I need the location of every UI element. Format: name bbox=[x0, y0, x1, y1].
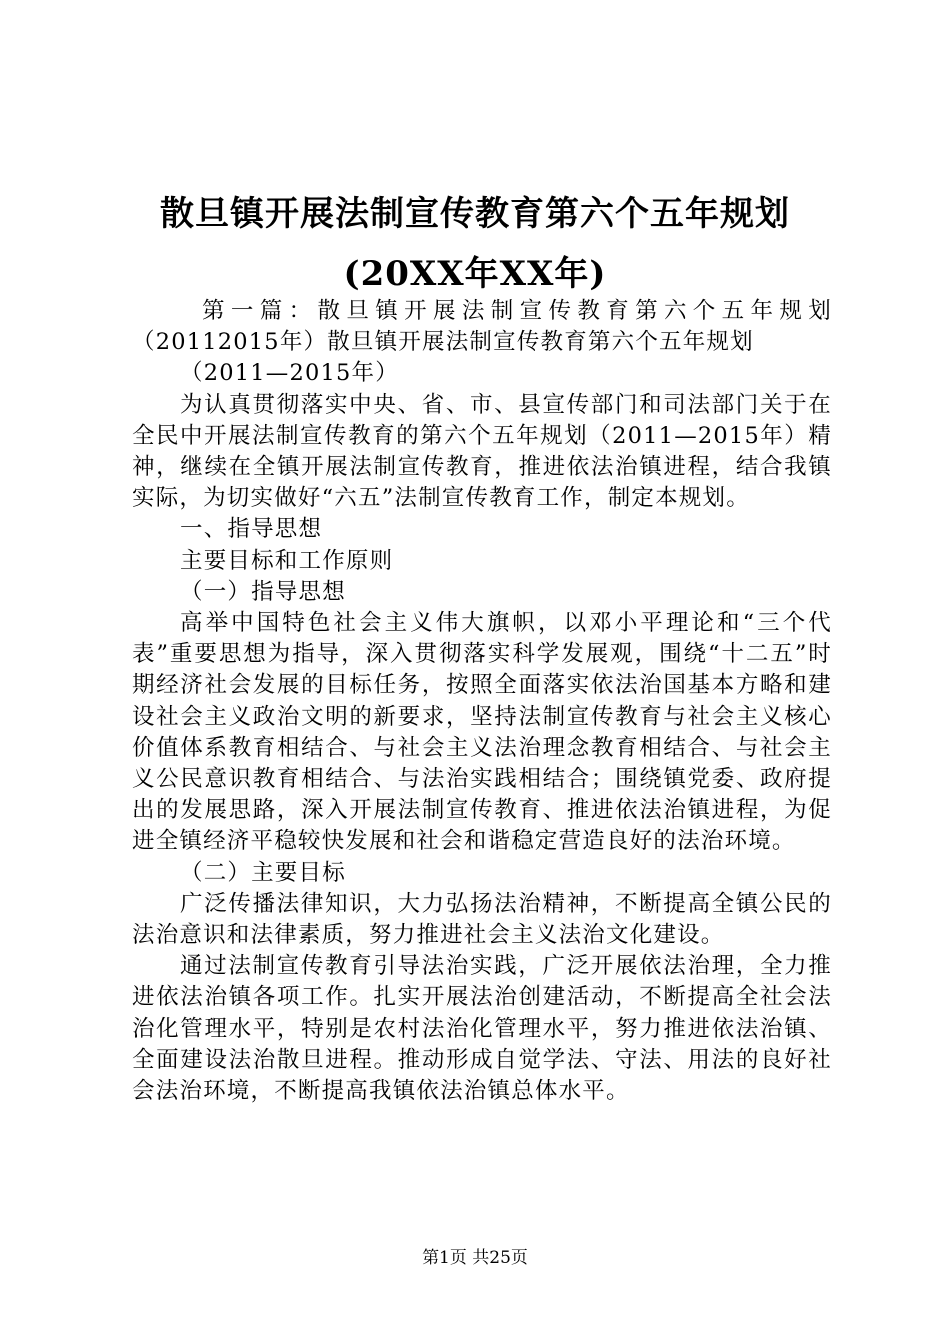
page-footer: 第1页 共25页 bbox=[422, 1248, 528, 1268]
paragraph-guiding-ideology: 高举中国特色社会主义伟大旗帜，以邓小平理论和“三个代表”重要思想为指导，深入贯彻落实科学发展观，围绕“十二五”时期经济社会发展的目标任务，按照全面落实依法治国基本方略和建设社会主义政治文明的新要求，坚持法制宣传教育与社会主义核心价值体系教育相结合、与社会主义法治理念教育相结合、与社会主义公民意识教育相结合、与法治实践相结合；围绕镇党委、政府提出的发展思路，深入开展法制宣传教育、推进依法治镇进程，为促进全镇经济平稳较快发展和社会和谐稳定营造良好的法治环境。 bbox=[132, 610, 832, 855]
subsection-heading-1: （一）指导思想 bbox=[180, 578, 346, 605]
paragraph-period: （2011—2015年） bbox=[180, 360, 399, 387]
document-subtitle: (20XX年XX年) bbox=[343, 254, 607, 294]
subsection-heading-2: （二）主要目标 bbox=[180, 859, 346, 886]
document-body bbox=[132, 296, 832, 1107]
document-title: 散旦镇开展法制宣传教育第六个五年规划 bbox=[160, 194, 790, 234]
section-heading-goals-principles: 主要目标和工作原则 bbox=[180, 547, 394, 574]
paragraph-goals-2: 通过法制宣传教育引导法治实践，广泛开展依法治理，全力推进依法治镇各项工作。扎实开展法治创建活动，不断提高全社会法治化管理水平，特别是农村法治化管理水平，努力推进依法治镇、全面建设法治散旦进程。推动形成自觉学法、守法、用法的良好社会法治环境，不断提高我镇依法治镇总体水平。 bbox=[132, 953, 832, 1105]
section-heading-guiding-ideology: 一、指导思想 bbox=[180, 516, 323, 543]
paragraph-goals-1: 广泛传播法律知识，大力弘扬法治精神，不断提高全镇公民的法治意识和法律素质，努力推进社会主义法治文化建设。 bbox=[132, 890, 832, 949]
paragraph-chapter-heading: 第一篇：散旦镇开展法制宣传教育第六个五年规划（20112015年）散旦镇开展法制宣传教育第六个五年规划 bbox=[132, 298, 832, 356]
paragraph-intro: 为认真贯彻落实中央、省、市、县宣传部门和司法部门关于在全民中开展法制宣传教育的第六个五年规划（2011—2015年）精神，继续在全镇开展法制宣传教育，推进依法治镇进程，结合我镇实际，为切实做好“六五”法制宣传教育工作，制定本规划。 bbox=[132, 391, 832, 512]
